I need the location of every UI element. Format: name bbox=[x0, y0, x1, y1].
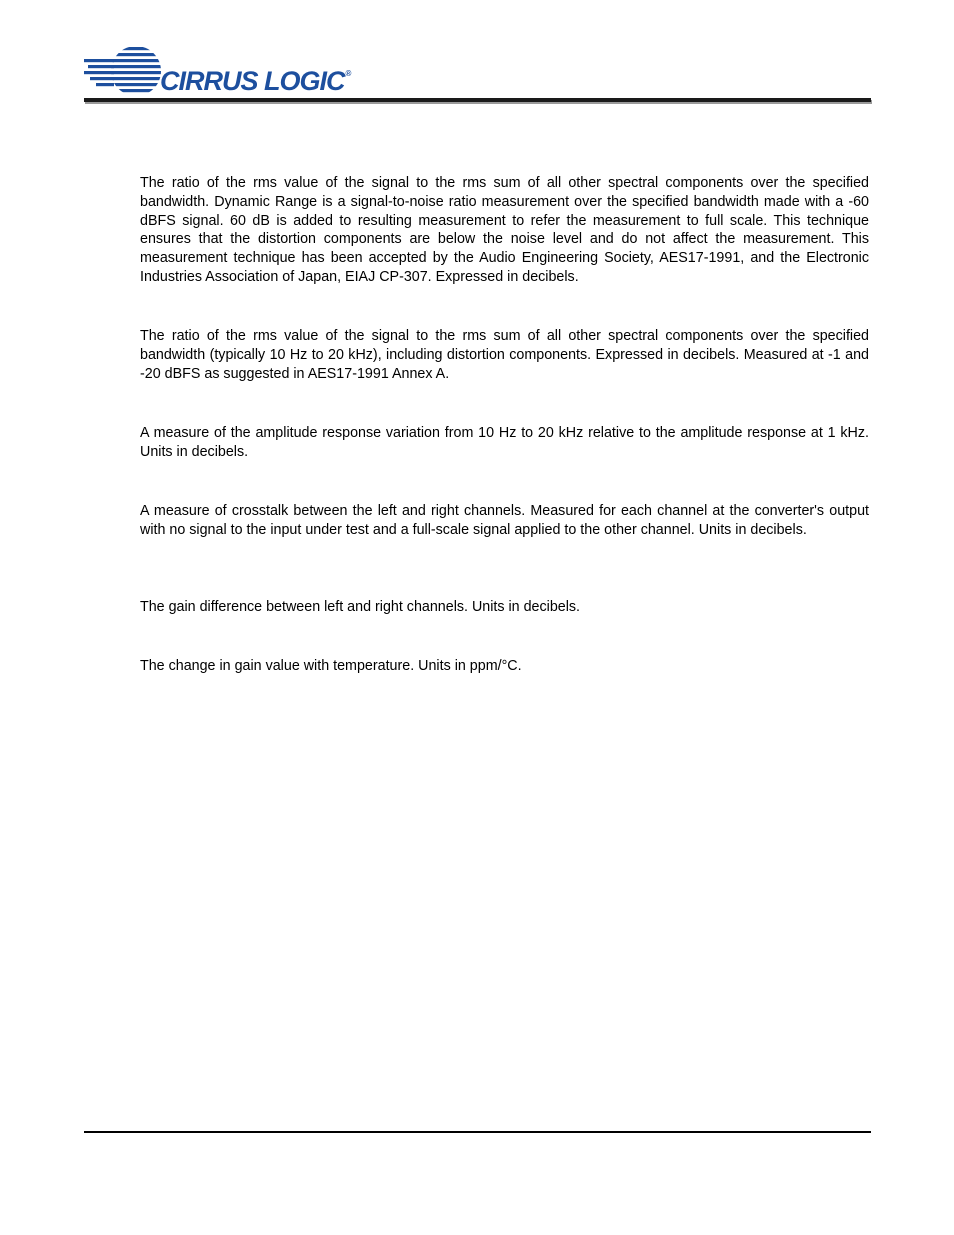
definition-thd-n: The ratio of the rms value of the signal to the rms sum of all other spectral components over the specified bandwidth (typically 10 Hz to 20 kHz), including distortion components. Expressed in decibels. Measured at -1 and -20 dBFS as suggested in AES17-1991 Annex A. bbox=[140, 328, 869, 382]
definition-interchannel-isolation: A measure of crosstalk between the left and right channels. Measured for each channel at the converter's output with no signal to the input under test and a full-scale signal applied to the other channel. Units in decibels. bbox=[140, 503, 869, 538]
brand-wordmark: CIRRUS LOGIC® bbox=[160, 66, 351, 96]
header-divider bbox=[84, 98, 871, 102]
cirrus-logic-logo bbox=[84, 44, 354, 98]
definition-interchannel-gain-mismatch: The gain difference between left and right channels. Units in decibels. bbox=[140, 599, 581, 615]
footer-divider bbox=[84, 1131, 871, 1133]
definition-gain-drift: The change in gain value with temperature. Units in ppm/°C. bbox=[140, 658, 522, 674]
registered-mark: ® bbox=[345, 69, 351, 78]
definition-frequency-response: A measure of the amplitude response variation from 10 Hz to 20 kHz relative to the amplitude response at 1 kHz. Units in decibels. bbox=[140, 425, 869, 460]
definition-dynamic-range: The ratio of the rms value of the signal to the rms sum of all other spectral components over the specified bandwidth. Dynamic Range is a signal-to-noise ratio measurement over the specified bandwidth made with a -60 dBFS signal. 60 dB is added to resulting measurement to refer the measurement to full scale. This technique ensures that the distortion components are below the noise level and do not affect the measurement. This measurement technique has been accepted by the Audio Engineering Society, AES17-1991, and the Electronic Industries Association of Japan, EIAJ CP-307. Expressed in decibels. bbox=[140, 175, 869, 285]
